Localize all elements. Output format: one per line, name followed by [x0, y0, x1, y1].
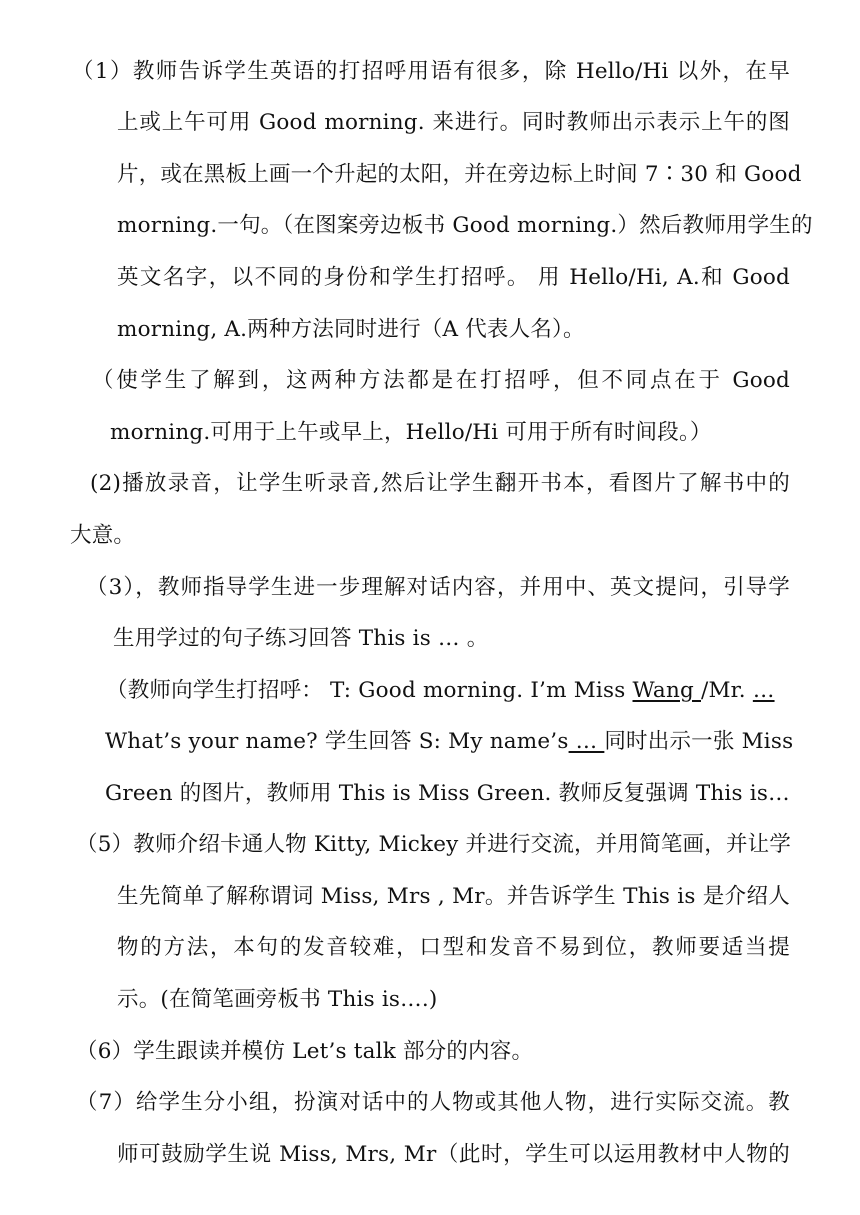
- note-3-text-c: /Mr.: [701, 678, 753, 703]
- note-3-blank-1: …: [752, 678, 775, 703]
- note-1-line-1: （使学生了解到，这两种方法都是在打招呼，但不同点在于 Good: [92, 368, 790, 393]
- paragraph-1-line-1: （1）教师告诉学生英语的打招呼用语有很多，除 Hello/Hi 以外，在早: [72, 59, 790, 84]
- note-3-text-f: 同时出示一张 Miss: [604, 729, 794, 754]
- note-1-line-2: morning.可用于上午或早上，Hello/Hi 可用于所有时间段。）: [110, 420, 712, 445]
- paragraph-1-line-6: morning, A.两种方法同时进行（A 代表人名）。: [117, 317, 585, 342]
- paragraph-2-line-2: 大意。: [70, 523, 136, 548]
- note-3-blank-2: …: [568, 729, 605, 754]
- paragraph-5-line-3: 物的方法，本句的发音较难，口型和发音不易到位，教师要适当提: [117, 935, 790, 960]
- paragraph-1-line-3: 片，或在黑板上画一个升起的太阳，并在旁边标上时间 7∶30 和 Good: [117, 162, 802, 187]
- note-3-text-a: （教师向学生打招呼： T: Good morning. I’m Miss: [106, 678, 633, 703]
- paragraph-3-line-1: （3），教师指导学生进一步理解对话内容，并用中、英文提问，引导学: [86, 575, 790, 600]
- paragraph-1-line-5: 英文名字，以不同的身份和学生打招呼。 用 Hello/Hi, A.和 Good: [117, 265, 790, 290]
- note-3-line-1: [106, 678, 775, 704]
- paragraph-6-line-1: （6）学生跟读并模仿 Let’s talk 部分的内容。: [76, 1039, 534, 1064]
- note-3-line-3: Green 的图片，教师用 This is Miss Green. 教师反复强调 This is…: [105, 781, 790, 806]
- paragraph-1-line-2: 上或上午可用 Good morning. 来进行。同时教师出示表示上午的图: [117, 110, 790, 135]
- note-3-text-e: What’s your name? 学生回答 S: My name’s: [105, 729, 569, 754]
- note-3-line-2: [105, 729, 793, 755]
- paragraph-7-line-1: （7）给学生分小组，扮演对话中的人物或其他人物，进行实际交流。教: [76, 1090, 790, 1115]
- paragraph-3-line-2: 生用学过的句子练习回答 This is … 。: [113, 626, 489, 651]
- paragraph-5-line-2: 生先简单了解称谓词 Miss, Mrs , Mr。并告诉学生 This is 是介绍人: [117, 884, 790, 909]
- note-3-name-wang: Wang: [632, 678, 701, 703]
- paragraph-5-line-1: （5）教师介绍卡通人物 Kitty, Mickey 并进行交流，并用简笔画，并让学: [76, 832, 792, 857]
- paragraph-1-line-4: morning.一句。（在图案旁边板书 Good morning.）然后教师用学生的: [117, 213, 813, 238]
- paragraph-2-line-1: (2)播放录音，让学生听录音,然后让学生翻开书本，看图片了解书中的: [90, 471, 790, 496]
- paragraph-5-line-4: 示。(在简笔画旁板书 This is….): [117, 987, 438, 1012]
- paragraph-7-line-2: 师可鼓励学生说 Miss, Mrs, Mr（此时，学生可以运用教材中人物的: [117, 1142, 790, 1167]
